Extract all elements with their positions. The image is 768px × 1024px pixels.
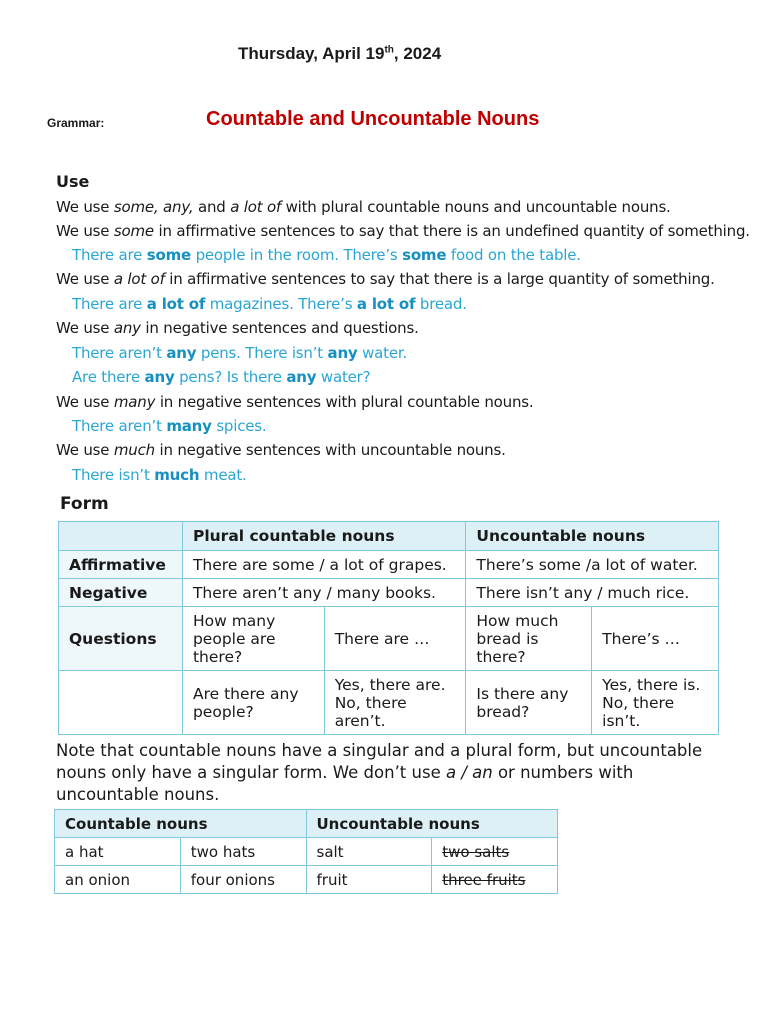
- cell-uncountable: fruit: [306, 866, 432, 894]
- cell-uncountable-incorrect: three fruits: [432, 866, 558, 894]
- cell-answer-plural: There are …: [324, 607, 466, 671]
- use-line-3: We use a lot of in affirmative sentences to say that there is a large quantity of something.: [56, 270, 715, 288]
- cell-negative-uncountable: There isn’t any / much rice.: [466, 579, 719, 607]
- header-empty-cell: [59, 522, 183, 551]
- nouns-header-row: [55, 810, 558, 838]
- cell-answer-uncountable: There’s …: [592, 607, 719, 671]
- table-row: [55, 838, 558, 866]
- header-countable-nouns: Countable nouns: [55, 810, 307, 838]
- use-line-5: We use many in negative sentences with plural countable nouns.: [56, 393, 534, 411]
- use-line-2: We use some in affirmative sentences to say that there is an undefined quantity of something.: [56, 222, 750, 240]
- form-table: [58, 521, 719, 735]
- row-label-negative: Negative: [59, 579, 183, 607]
- form-heading: Form: [60, 494, 109, 514]
- row-label-questions: Questions: [59, 607, 183, 671]
- use-line-6: We use much in negative sentences with uncountable nouns.: [56, 441, 506, 459]
- page-title: Countable and Uncountable Nouns: [206, 108, 540, 130]
- table-row: [59, 579, 719, 607]
- header-uncountable: Uncountable nouns: [466, 522, 719, 551]
- cell-countable-singular: a hat: [55, 838, 181, 866]
- example-line-5: There aren’t many spices.: [72, 417, 267, 435]
- table-row: [59, 671, 719, 735]
- cell-countable-plural: four onions: [180, 866, 306, 894]
- example-line-6: There isn’t much meat.: [72, 466, 247, 484]
- cell-question-uncountable: How much bread is there?: [466, 607, 592, 671]
- example-line-3: There aren’t any pens. There isn’t any water.: [72, 344, 408, 362]
- row-label-empty: [59, 671, 183, 735]
- cell-negative-plural: There aren’t any / many books.: [182, 579, 465, 607]
- use-heading: Use: [56, 172, 90, 191]
- example-line-2: There are a lot of magazines. There’s a lot of bread.: [72, 295, 467, 313]
- cell-question-uncountable-2: Is there any bread?: [466, 671, 592, 735]
- cell-answer-uncountable-2: Yes, there is. No, there isn’t.: [592, 671, 719, 735]
- table-header-row: [59, 522, 719, 551]
- cell-question-plural: How many people are there?: [182, 607, 324, 671]
- table-row: [59, 607, 719, 671]
- cell-uncountable: salt: [306, 838, 432, 866]
- table-row: [55, 866, 558, 894]
- date-heading: Thursday, April 19th, 2024: [238, 44, 442, 63]
- example-line-4: Are there any pens? Is there any water?: [72, 368, 371, 386]
- cell-uncountable-incorrect: two salts: [432, 838, 558, 866]
- cell-answer-plural-2: Yes, there are. No, there aren’t.: [324, 671, 466, 735]
- cell-countable-singular: an onion: [55, 866, 181, 894]
- cell-countable-plural: two hats: [180, 838, 306, 866]
- cell-affirmative-plural: There are some / a lot of grapes.: [182, 551, 465, 579]
- table-row: [59, 551, 719, 579]
- header-uncountable-nouns: Uncountable nouns: [306, 810, 558, 838]
- cell-question-plural-2: Are there any people?: [182, 671, 324, 735]
- cell-affirmative-uncountable: There’s some /a lot of water.: [466, 551, 719, 579]
- header-plural: Plural countable nouns: [182, 522, 465, 551]
- use-line-4: We use any in negative sentences and questions.: [56, 319, 419, 337]
- nouns-table: [54, 809, 558, 894]
- grammar-label: Grammar:: [47, 116, 105, 130]
- use-line-1: We use some, any, and a lot of with plural countable nouns and uncountable nouns.: [56, 198, 671, 216]
- row-label-affirmative: Affirmative: [59, 551, 183, 579]
- note-paragraph: Note that countable nouns have a singular and a plural form, but uncountable nouns only have a singular form. We don’t use a / an or numbers with uncountable nouns.: [56, 741, 703, 804]
- example-line-1: There are some people in the room. There’s some food on the table.: [72, 246, 581, 264]
